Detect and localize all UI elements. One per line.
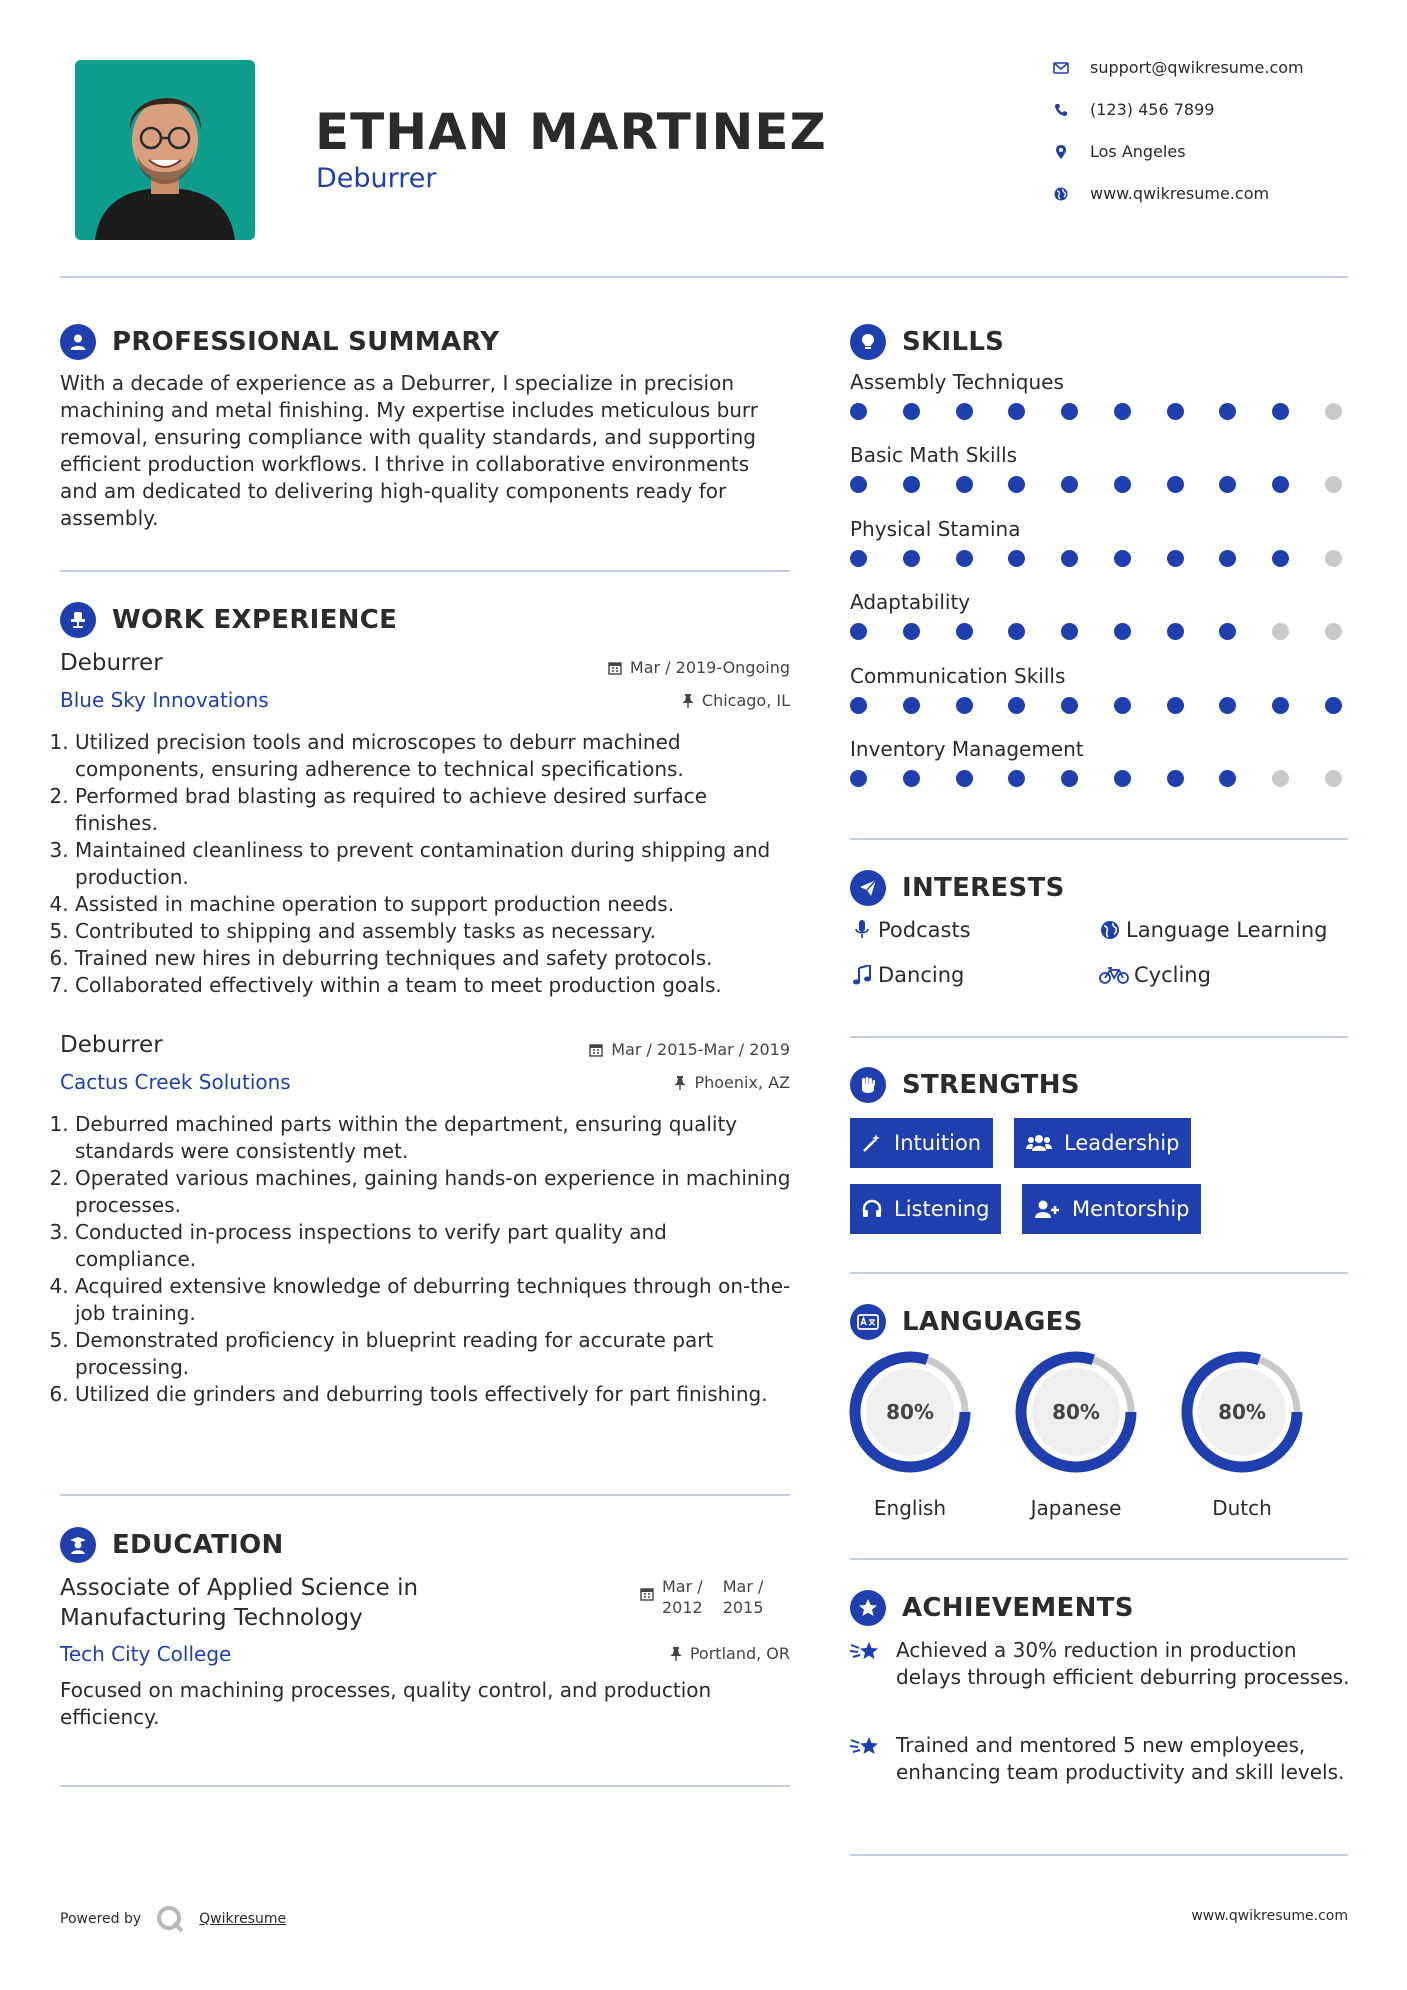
rating-dot-empty xyxy=(1325,403,1342,420)
education-location: Portland, OR xyxy=(670,1644,790,1663)
rating-dot-filled xyxy=(1219,697,1236,714)
duty-item: 5. Demonstrated proficiency in blueprint reading for accurate part processing. xyxy=(75,1327,792,1381)
rating-dot-filled xyxy=(1008,770,1025,787)
education-dates: Mar / 2012 Mar / 2015 xyxy=(640,1576,763,1618)
language-item xyxy=(996,1350,1156,1520)
headphones-icon xyxy=(862,1199,882,1219)
shooting-star-icon xyxy=(850,1637,884,1691)
candidate-role: Deburrer xyxy=(316,163,437,194)
skill-row xyxy=(850,737,1350,810)
contact-location: Los Angeles xyxy=(1050,142,1186,161)
qwikresume-link[interactable]: Qwikresume xyxy=(199,1911,287,1927)
job-location-1: Chicago, IL xyxy=(682,691,790,710)
header-divider xyxy=(60,276,1348,278)
skill-row xyxy=(850,370,1350,443)
rating-dot-empty xyxy=(1325,476,1342,493)
duty-item: 2. Performed brad blasting as required to achieve desired surface finishes. xyxy=(75,783,792,837)
rating-dot-filled xyxy=(903,770,920,787)
achievement-item-1: Achieved a 30% reduction in production delays through efficient deburring processes. xyxy=(850,1637,1350,1691)
rating-dot-empty xyxy=(1272,623,1289,640)
duty-item: 1. Utilized precision tools and microscopes to deburr machined components, ensuring adherence to technical specifications. xyxy=(75,729,792,783)
calendar-icon xyxy=(589,1043,603,1057)
skill-row xyxy=(850,590,1350,663)
contact-phone: (123) 456 7899 xyxy=(1050,100,1214,119)
contact-email: support@qwikresume.com xyxy=(1050,58,1304,77)
calendar-icon xyxy=(608,661,622,675)
duty-item: 5. Contributed to shipping and assembly tasks as necessary. xyxy=(75,918,792,945)
skills-list xyxy=(850,370,1350,810)
rating-dot-filled xyxy=(1061,623,1078,640)
rating-dot-filled xyxy=(1219,770,1236,787)
job-location-2: Phoenix, AZ xyxy=(674,1073,790,1092)
rating-dot-filled xyxy=(956,476,973,493)
rating-dot-filled xyxy=(1114,550,1131,567)
rating-dot-filled xyxy=(1008,403,1025,420)
rating-dot-filled xyxy=(1114,697,1131,714)
duty-item: 1. Deburred machined parts within the department, ensuring quality standards were consistently met. xyxy=(75,1111,792,1165)
rating-dot-filled xyxy=(1008,623,1025,640)
rating-dot-empty xyxy=(1325,550,1342,567)
rating-dot-filled xyxy=(1272,403,1289,420)
rating-dot-empty xyxy=(1272,770,1289,787)
section-header-skills: SKILLS xyxy=(850,324,1004,360)
rating-dot-filled xyxy=(850,770,867,787)
language-donut xyxy=(996,1350,1156,1480)
duty-item: 4. Acquired extensive knowledge of deburring techniques through on-the-job training. xyxy=(75,1273,792,1327)
rating-dot-filled xyxy=(1114,476,1131,493)
rating-dot-filled xyxy=(850,403,867,420)
languages-divider xyxy=(850,1558,1348,1560)
work-divider xyxy=(60,1494,790,1496)
skill-row xyxy=(850,664,1350,737)
rating-dot-filled xyxy=(850,697,867,714)
rating-dot-filled xyxy=(1272,476,1289,493)
language-name: Japanese xyxy=(1030,1496,1122,1520)
rating-dot-filled xyxy=(903,697,920,714)
rating-dot-filled xyxy=(1167,550,1184,567)
language-item xyxy=(1162,1350,1322,1520)
user-icon xyxy=(60,324,96,360)
phone-icon xyxy=(1050,103,1072,117)
lightbulb-icon xyxy=(850,324,886,360)
education-school: Tech City College xyxy=(60,1642,232,1666)
strength-tag-mentorship: Mentorship xyxy=(1022,1184,1201,1234)
rating-dot-filled xyxy=(1114,403,1131,420)
user-plus-icon xyxy=(1034,1199,1060,1219)
rating-dot-filled xyxy=(1325,697,1342,714)
skill-rating xyxy=(850,623,1342,640)
skill-name: Adaptability xyxy=(850,590,971,615)
job-company-2: Cactus Creek Solutions xyxy=(60,1070,291,1094)
summary-divider xyxy=(60,570,790,572)
duty-item: 3. Conducted in-process inspections to verify part quality and compliance. xyxy=(75,1219,792,1273)
section-header-strengths: STRENGTHS xyxy=(850,1067,1080,1103)
pushpin-icon xyxy=(670,1647,682,1661)
candidate-name: ETHAN MARTINEZ xyxy=(315,103,827,161)
job-duties-2 xyxy=(57,1111,792,1408)
duty-item: 7. Collaborated effectively within a team to meet production goals. xyxy=(75,972,792,999)
interest-cycling: Cycling xyxy=(1098,963,1211,987)
rating-dot-filled xyxy=(1008,476,1025,493)
language-percent: 80% xyxy=(1052,1400,1100,1424)
interest-language-learning: Language Learning xyxy=(1098,918,1327,942)
rating-dot-filled xyxy=(1167,476,1184,493)
education-description: Focused on machining processes, quality control, and production efficiency. xyxy=(60,1678,712,1729)
microphone-icon xyxy=(850,920,874,940)
rating-dot-filled xyxy=(1061,770,1078,787)
skill-row xyxy=(850,517,1350,590)
rating-dot-empty xyxy=(1325,623,1342,640)
interests-divider xyxy=(850,1036,1348,1038)
job-duties-1 xyxy=(57,729,792,999)
skill-row xyxy=(850,443,1350,516)
rating-dot-filled xyxy=(1272,697,1289,714)
rating-dot-empty xyxy=(1325,770,1342,787)
globe-icon xyxy=(1050,187,1072,201)
skill-name: Physical Stamina xyxy=(850,516,1021,541)
section-header-interests: INTERESTS xyxy=(850,870,1065,906)
qwikresume-logo-icon xyxy=(155,1904,185,1934)
fist-icon xyxy=(850,1067,886,1103)
skill-rating xyxy=(850,770,1342,787)
paper-plane-icon xyxy=(850,870,886,906)
duty-item: 6. Trained new hires in deburring techniques and safety protocols. xyxy=(75,945,792,972)
interest-dancing: Dancing xyxy=(850,963,964,987)
duty-item: 6. Utilized die grinders and deburring tools effectively for part finishing. xyxy=(75,1381,792,1408)
footer-powered-by: Powered by Qwikresume xyxy=(60,1904,286,1934)
section-header-languages: LANGUAGES xyxy=(850,1304,1083,1340)
skill-name: Inventory Management xyxy=(850,736,1084,761)
rating-dot-filled xyxy=(1219,476,1236,493)
skill-rating xyxy=(850,476,1342,493)
rating-dot-filled xyxy=(1114,623,1131,640)
rating-dot-filled xyxy=(1167,770,1184,787)
rating-dot-filled xyxy=(903,476,920,493)
section-header-summary: PROFESSIONAL SUMMARY xyxy=(60,324,499,360)
profile-photo xyxy=(75,60,255,240)
achievements-divider xyxy=(850,1854,1348,1856)
calendar-icon xyxy=(640,1587,654,1601)
section-header-achievements: ACHIEVEMENTS xyxy=(850,1590,1134,1626)
strengths-divider xyxy=(850,1272,1348,1274)
map-marker-icon xyxy=(1050,145,1072,159)
language-item xyxy=(830,1350,990,1520)
achievement-item-2: Trained and mentored 5 new employees, enhancing team productivity and skill levels. xyxy=(850,1732,1350,1786)
rating-dot-filled xyxy=(903,550,920,567)
rating-dot-filled xyxy=(850,623,867,640)
rating-dot-filled xyxy=(850,550,867,567)
rating-dot-filled xyxy=(1272,550,1289,567)
skill-name: Basic Math Skills xyxy=(850,443,1018,468)
duty-item: 2. Operated various machines, gaining hands-on experience in machining processes. xyxy=(75,1165,792,1219)
language-icon xyxy=(850,1304,886,1340)
rating-dot-filled xyxy=(1167,403,1184,420)
contact-website: www.qwikresume.com xyxy=(1050,184,1269,203)
bicycle-icon xyxy=(1098,966,1130,984)
job-dates-2: Mar / 2015-Mar / 2019 xyxy=(589,1040,790,1059)
pushpin-icon xyxy=(674,1076,686,1090)
section-header-work: WORK EXPERIENCE xyxy=(60,602,397,638)
skill-name: Communication Skills xyxy=(850,663,1066,688)
strength-tag-leadership: Leadership xyxy=(1014,1118,1191,1168)
envelope-icon xyxy=(1050,62,1072,74)
music-note-icon xyxy=(850,965,874,985)
graduate-icon xyxy=(60,1527,96,1563)
rating-dot-filled xyxy=(850,476,867,493)
languages-list xyxy=(830,1350,1350,1520)
globe-icon xyxy=(1098,920,1122,940)
skills-divider xyxy=(850,838,1348,840)
language-donut xyxy=(830,1350,990,1480)
language-name: English xyxy=(873,1496,947,1520)
rating-dot-filled xyxy=(1219,550,1236,567)
language-percent: 80% xyxy=(1218,1400,1266,1424)
skill-rating xyxy=(850,403,1342,420)
pushpin-icon xyxy=(682,694,694,708)
rating-dot-filled xyxy=(956,403,973,420)
rating-dot-filled xyxy=(903,403,920,420)
rating-dot-filled xyxy=(1061,476,1078,493)
skill-rating xyxy=(850,550,1342,567)
rating-dot-filled xyxy=(1008,550,1025,567)
rating-dot-filled xyxy=(956,623,973,640)
skill-name: Assembly Techniques xyxy=(850,370,1064,394)
rating-dot-filled xyxy=(1061,697,1078,714)
skill-rating xyxy=(850,697,1342,714)
rating-dot-filled xyxy=(1061,403,1078,420)
job-dates-1: Mar / 2019-Ongoing xyxy=(608,658,790,677)
shooting-star-icon xyxy=(850,1732,884,1786)
job-title-1: Deburrer xyxy=(60,650,163,676)
job-company-1: Blue Sky Innovations xyxy=(60,688,269,712)
rating-dot-filled xyxy=(903,623,920,640)
rating-dot-filled xyxy=(1061,550,1078,567)
rating-dot-filled xyxy=(1167,623,1184,640)
star-badge-icon xyxy=(850,1590,886,1626)
duty-item: 4. Assisted in machine operation to support production needs. xyxy=(75,891,792,918)
education-degree: Associate of Applied Science in Manufacturing Technology xyxy=(60,1575,419,1631)
interest-podcasts: Podcasts xyxy=(850,918,971,942)
duty-item: 3. Maintained cleanliness to prevent contamination during shipping and production. xyxy=(75,837,792,891)
strength-tag-listening: Listening xyxy=(850,1184,1001,1234)
education-divider xyxy=(60,1785,790,1787)
summary-text: With a decade of experience as a Deburrer, I specialize in precision machining and metal finishing. My expertise includes meticulous burr removal, ensuring compliance with quality standards, and supporting efficient production workflows. I thrive in collaborative environments and am dedicated to delivering high-quality components ready for assembly. xyxy=(60,371,759,530)
rating-dot-filled xyxy=(1114,770,1131,787)
briefcase-chair-icon xyxy=(60,602,96,638)
language-percent: 80% xyxy=(886,1400,934,1424)
rating-dot-filled xyxy=(1219,623,1236,640)
rating-dot-filled xyxy=(956,770,973,787)
footer-website: www.qwikresume.com xyxy=(1191,1908,1348,1924)
section-header-education: EDUCATION xyxy=(60,1527,284,1563)
strength-tag-intuition: Intuition xyxy=(850,1118,993,1168)
rating-dot-filled xyxy=(1008,697,1025,714)
job-title-2: Deburrer xyxy=(60,1032,163,1058)
users-icon xyxy=(1026,1133,1052,1153)
rating-dot-filled xyxy=(956,550,973,567)
rating-dot-filled xyxy=(956,697,973,714)
language-name: Dutch xyxy=(1212,1496,1272,1520)
magic-wand-icon xyxy=(862,1133,882,1153)
language-donut xyxy=(1162,1350,1322,1480)
rating-dot-filled xyxy=(1219,403,1236,420)
rating-dot-filled xyxy=(1167,697,1184,714)
